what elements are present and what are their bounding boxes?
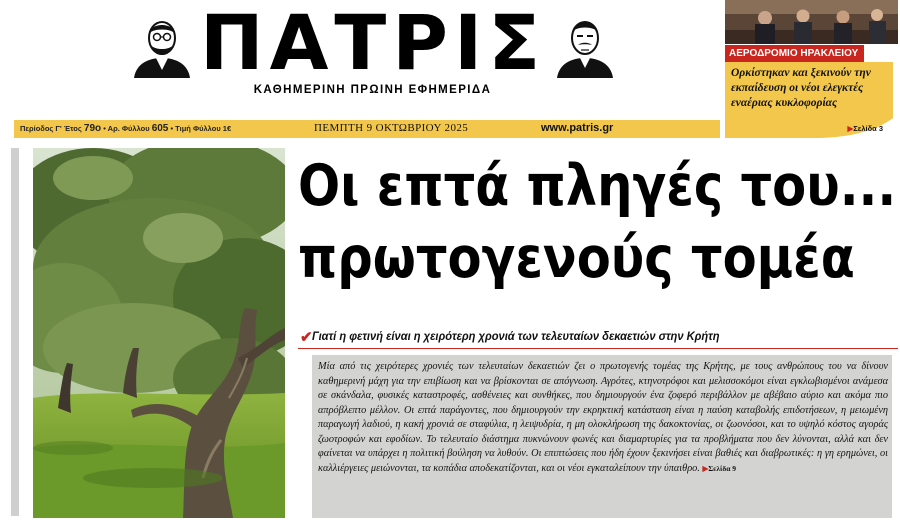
olive-grove-photo[interactable] [33, 148, 285, 518]
page-arrow-icon: ▶ [702, 463, 709, 473]
period-value: 79ο [83, 123, 102, 134]
left-gutter-bar [11, 148, 19, 516]
issue-details [20, 123, 231, 134]
issue-date: ΠΕΜΠΤΗ 9 ΟΚΤΩΒΡΙΟΥ 2025 [314, 122, 469, 134]
issue-value: 605 [151, 123, 169, 134]
price-label: • Τιμή Φύλλου [170, 124, 221, 133]
article-page-ref[interactable]: ▶Σελίδα 9 [702, 463, 737, 473]
newspaper-subtitle: ΚΑΘΗΜΕΡΙΝΗ ΠΡΩΙΝΗ ΕΦΗΜΕΡΙΔΑ [253, 84, 492, 96]
headline-line-2: πρωτογενούς τομέα [298, 225, 855, 291]
article-deck [298, 330, 898, 349]
price-value: 1€ [222, 124, 232, 133]
page-arrow-icon: ▶ [847, 124, 854, 133]
teaser-box[interactable] [723, 0, 898, 138]
portrait-right-icon [553, 14, 617, 78]
article-body-text: Μία από τις χειρότερες χρονιές των τελευταίων δεκαετιών ζει ο πρωτογενής τομέας της Κρήτης, με τους ανθρώπους του να δίνουν καθημερινή μάχη για την επιβίωση και να βρίσκονται σε απόγνωση. Αγρότες, κτηνοτρόφοι και μελισσοκόμοι είναι εγκλωβισμένοι ανάμεσα σε σκάνδαλα, φυσικές καταστροφές, ασθένειες και συνθήκες, που δημιουργούν ένα ζοφερό περιβάλλον με αβέβαιο αύριο και ακόμα πιο απρόβλεπτο μέλλον. Οι επτά παράγοντες, που δημιουργούν την εκρηκτική κατάσταση είναι η παύση καταβολής επιδοτήσεων, η μειωμένη παραγωγή λαδιού, η κακή χρονιά σε σταφύλια, η λειψυδρία, η μη ολοκλήρωση της δακοκτονίας, οι ζωονόσοι, και το υψηλό κόστος αγοράς ζωοτροφών και εφοδίων. Το τελευταίο διάστημα πυκνώνουν φωνές και διαμαρτυρίες για τα προβλήματα που δεν λύνονται, αλλά και δεν φαίνεται να υπάρχει η πολιτική βούληση να λυθούν. Οι επιπτώσεις που ήδη έχουν ξεκινήσει είναι βαθιές και διαβρωτικές: η γη ερημώνει, οι καλλιέργειες μειώνονται, τα κοπάδια αποδεκατίζονται, και οι νέοι εγκαταλείπουν την ύπαιθρο. [318, 361, 888, 474]
website-link[interactable]: www.patris.gr [541, 122, 614, 134]
article-body-box [312, 355, 892, 518]
newspaper-title: ΠΑΤΡΙΣ [200, 0, 547, 87]
issue-info-bar [14, 120, 720, 138]
masthead [0, 0, 720, 116]
teaser-page-ref: ▶Σελίδα 3 [847, 124, 883, 133]
teaser-kicker: ΑΕΡΟΔΡΟΜΙΟ ΗΡΑΚΛΕΙΟΥ [725, 45, 864, 62]
deck-text: Γιατί η φετινή είναι η χειρότερη χρονιά των τελευταίων δεκαετιών στην Κρήτη [312, 330, 720, 343]
headline-line-1: Οι επτά πληγές του... [298, 153, 897, 219]
teaser-body [725, 62, 893, 138]
teaser-headline: Ορκίστηκαν και ξεκινούν την εκπαίδευση οι νέοι ελεγκτές εναέριας κυκλοφορίας [731, 67, 871, 109]
issue-label: • Αρ. Φύλλου [103, 124, 150, 133]
period-label: Περίοδος Γ' Έτος [20, 124, 82, 133]
portrait-left-icon [130, 14, 194, 78]
article-body [318, 360, 888, 476]
main-headline[interactable] [298, 150, 897, 294]
checkmark-icon: ✔ [300, 329, 313, 346]
teaser-photo [725, 0, 898, 44]
